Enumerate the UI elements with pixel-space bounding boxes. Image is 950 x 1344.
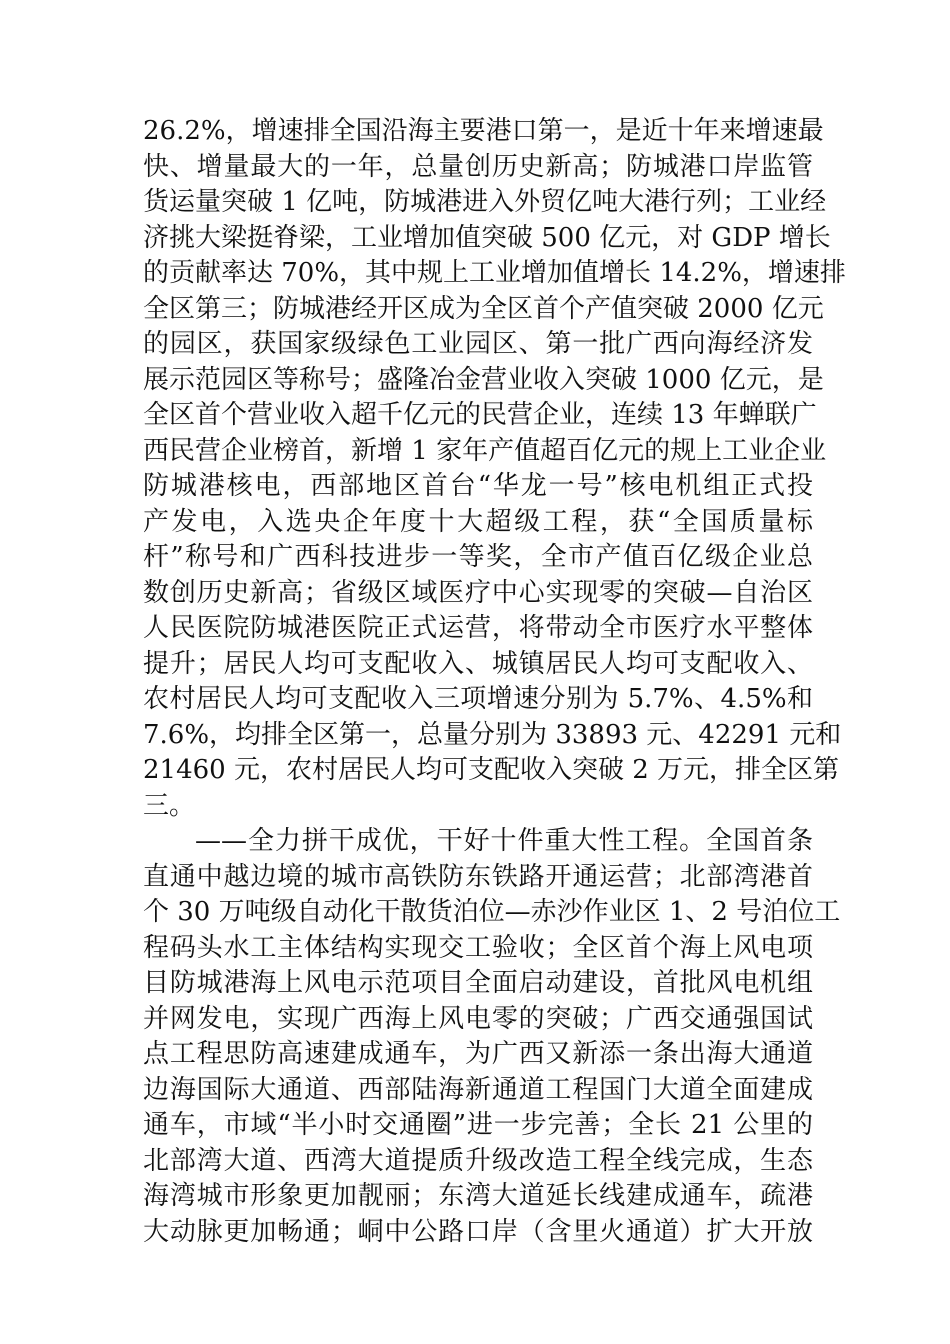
- paragraph-first-line: ——全力拼干成优，干好十件重大性工程。全国首条: [195, 826, 813, 856]
- text-line: 提升；居民人均可支配收入、城镇居民人均可支配收入、: [143, 648, 813, 679]
- text-line: 济挑大梁挺脊梁，工业增加值突破 500 亿元，对 GDP 增长: [143, 222, 831, 253]
- text-line: 全区首个营业收入超千亿元的民营企业，连续 13 年蝉联广: [143, 400, 817, 430]
- text-line: 海湾城市形象更加靓丽；东湾大道延长线建成通车，疏港: [143, 1181, 813, 1211]
- text-line: 全区第三；防城港经开区成为全区首个产值突破 2000 亿元: [143, 293, 824, 324]
- text-line: 展示范园区等称号；盛隆冶金营业收入突破 1000 亿元，是: [143, 364, 824, 395]
- text-line: 三。: [143, 790, 196, 821]
- text-line: 7.6%，均排全区第一，总量分别为 33893 元、42291 元和: [143, 719, 842, 750]
- text-line: 北部湾大道、西湾大道提质升级改造工程全线完成，生态: [143, 1145, 813, 1176]
- text-line: 人民医院防城港医院正式运营，将带动全市医疗水平整体: [143, 613, 813, 643]
- text-line: 目防城港海上风电示范项目全面启动建设，首批风电机组: [143, 968, 813, 998]
- text-line: 杆”称号和广西科技进步一等奖，全市产值百亿级企业总: [143, 542, 813, 572]
- text-line: 个 30 万吨级自动化干散货泊位—赤沙作业区 1、2 号泊位工: [143, 897, 841, 927]
- text-line: 通车，市域“半小时交通圈”进一步完善；全长 21 公里的: [143, 1110, 813, 1140]
- text-line: 产发电，入选央企年度十大超级工程，获“全国质量标: [143, 506, 813, 537]
- text-line: 数创历史新高；省级区域医疗中心实现零的突破—自治区: [143, 577, 813, 608]
- text-line: 26.2%，增速排全国沿海主要港口第一，是近十年来增速最: [143, 116, 824, 146]
- body-text: [143, 114, 846, 1250]
- text-line: 防城港核电，西部地区首台“华龙一号”核电机组正式投: [143, 471, 813, 501]
- text-line: 边海国际大通道、西部陆海新通道工程国门大道全面建成: [143, 1074, 813, 1105]
- text-line: 西民营企业榜首，新增 1 家年产值超百亿元的规上工业企业: [143, 435, 827, 466]
- text-line: 直通中越边境的城市高铁防东铁路开通运营；北部湾港首: [143, 861, 813, 892]
- text-line: 21460 元，农村居民人均可支配收入突破 2 万元，排全区第: [143, 755, 840, 785]
- text-line: 程码头水工主体结构实现交工验收；全区首个海上风电项: [143, 932, 813, 963]
- text-line: 大动脉更加畅通；峒中公路口岸（含里火通道）扩大开放: [143, 1216, 813, 1247]
- text-line: 农村居民人均可支配收入三项增速分别为 5.7%、4.5%和: [143, 684, 813, 714]
- text-line: 的园区，获国家级绿色工业园区、第一批广西向海经济发: [143, 329, 813, 359]
- text-line: 点工程思防高速建成通车，为广西又新添一条出海大通道: [143, 1039, 813, 1069]
- text-line: 并网发电，实现广西海上风电零的突破；广西交通强国试: [143, 1003, 813, 1034]
- text-line: 货运量突破 1 亿吨，防城港进入外贸亿吨大港行列；工业经: [143, 187, 827, 217]
- text-line: 的贡献率达 70%，其中规上工业增加值增长 14.2%，增速排: [143, 258, 846, 288]
- text-line: 快、增量最大的一年，总量创历史新高；防城港口岸监管: [143, 151, 813, 182]
